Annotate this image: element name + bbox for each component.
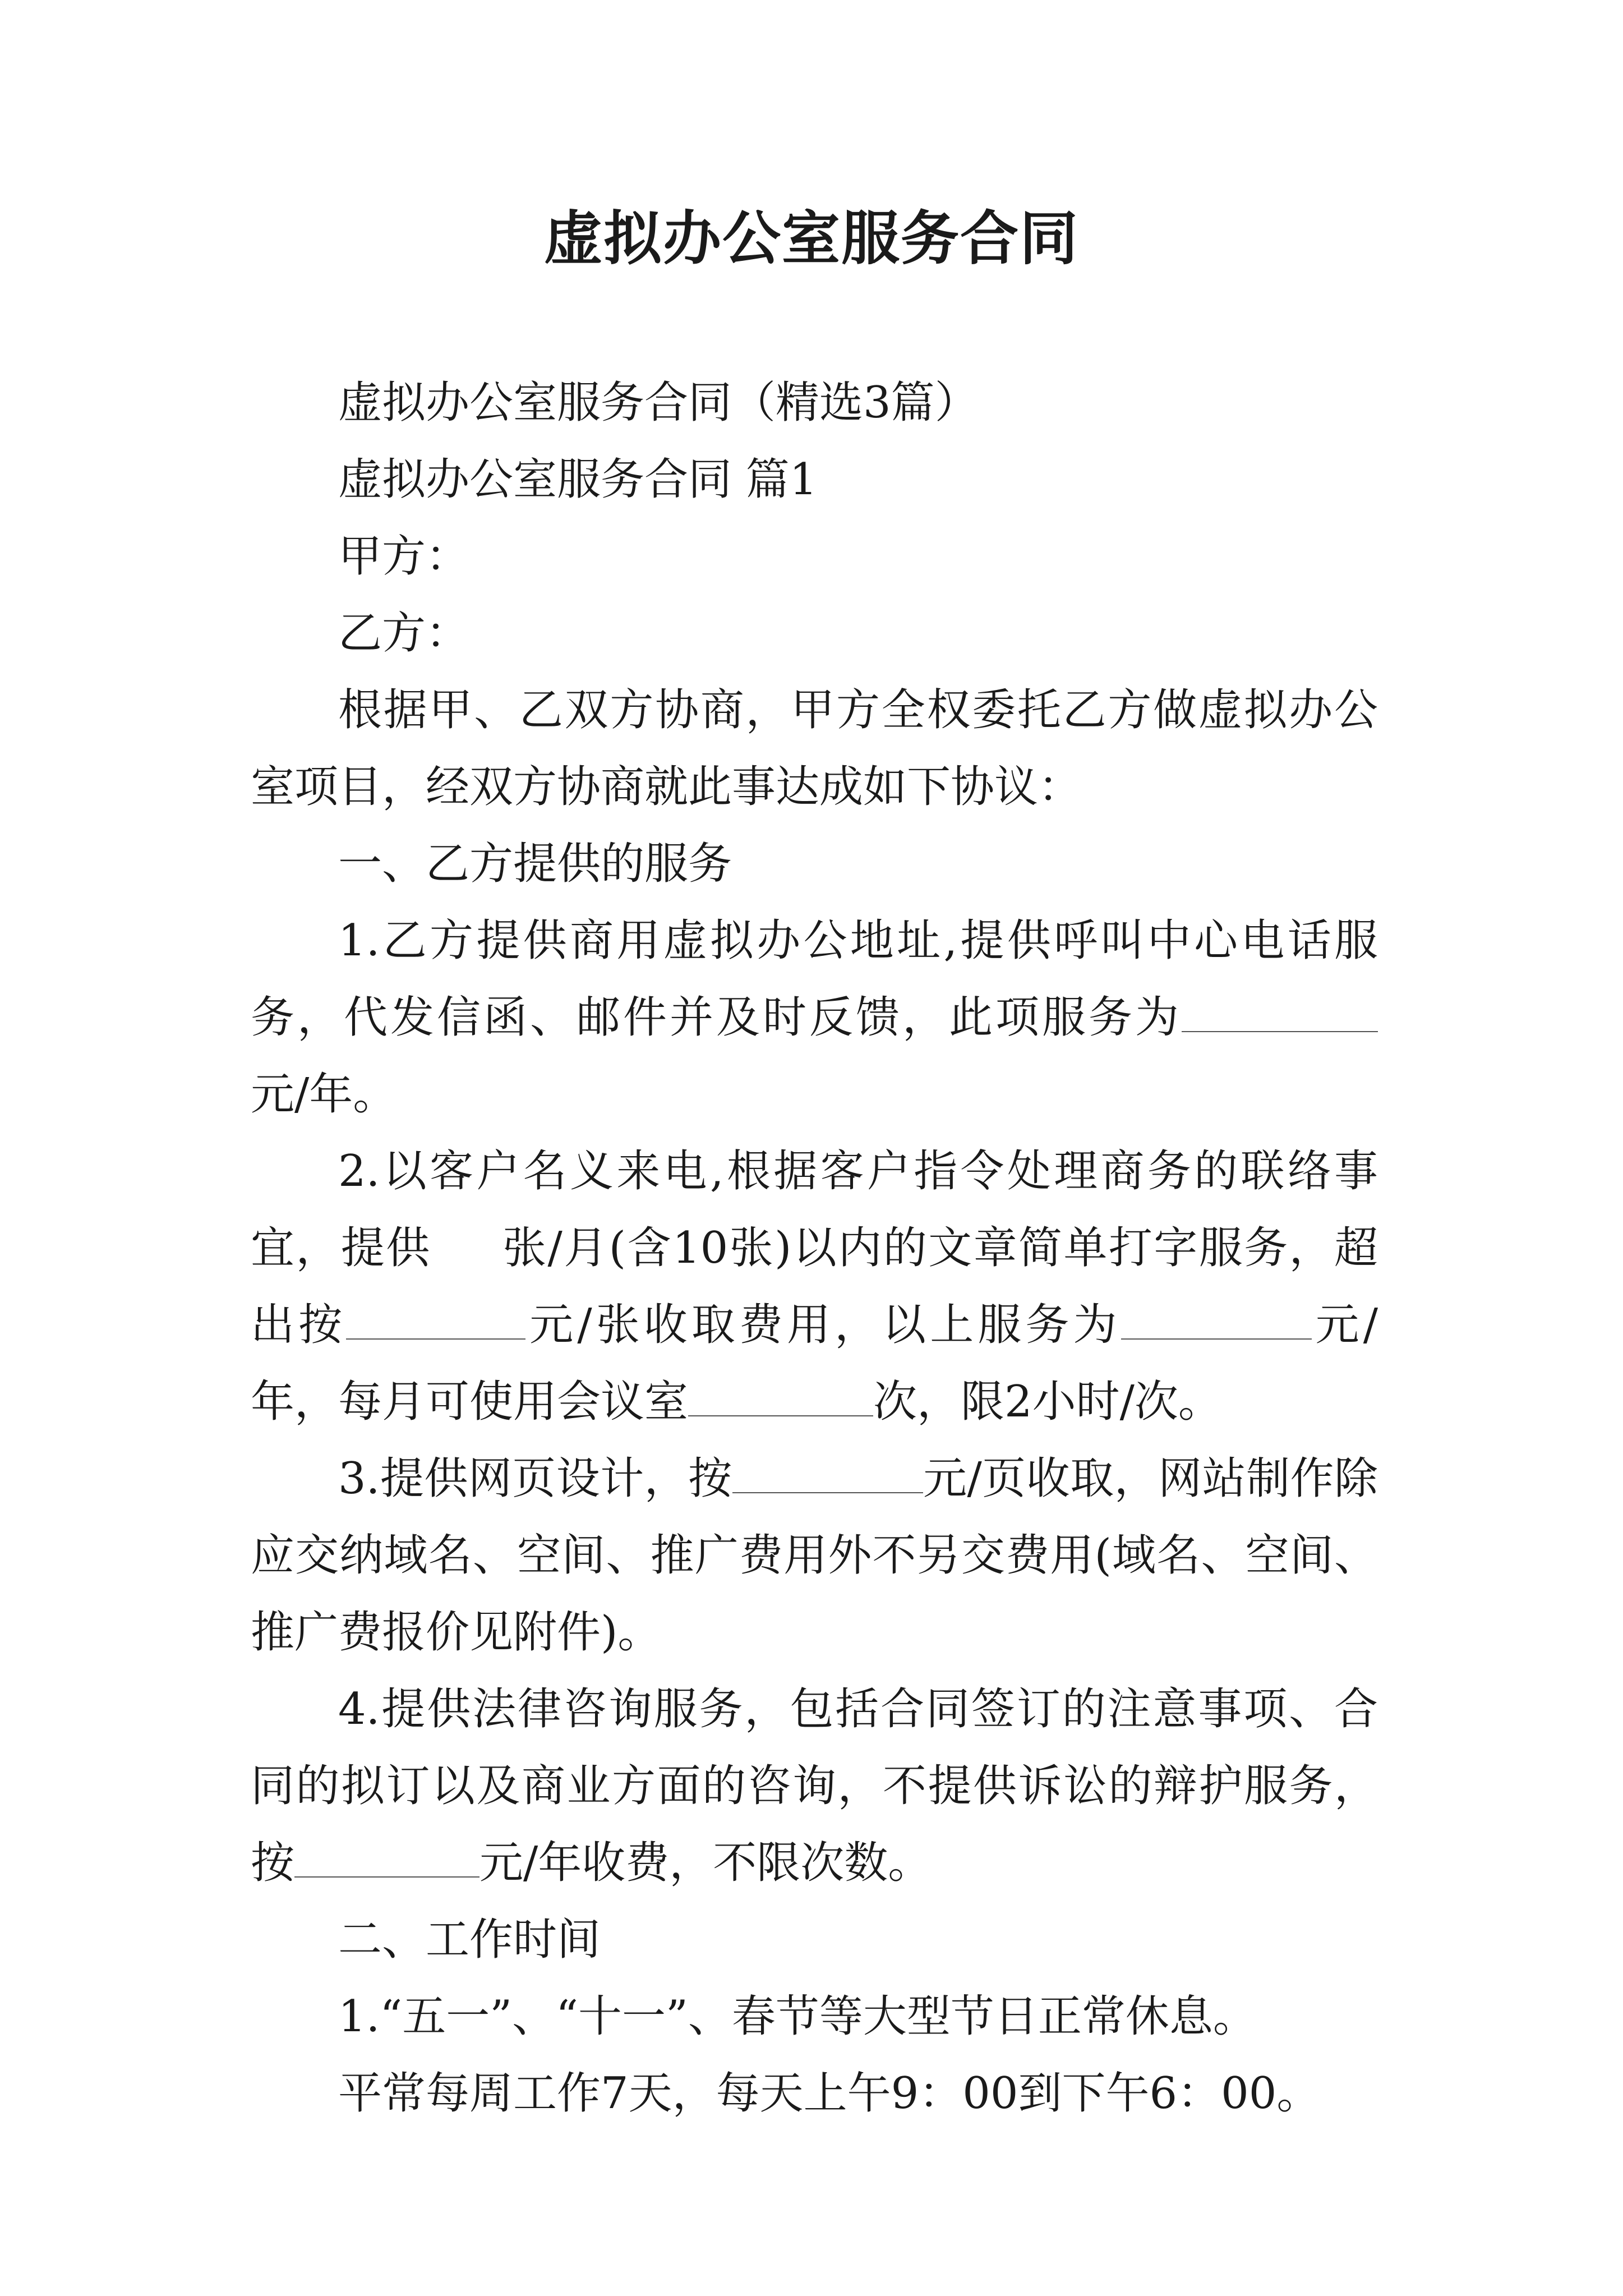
service-2-text-1: 2.以客户名义来电,根据客户指令处理商务的联络事宜，提供 — [251, 1146, 1378, 1273]
fill-blank-annual-fee — [1182, 992, 1378, 1032]
fill-blank-per-sheet-fee — [346, 1299, 525, 1340]
service-2-text-3: 元/张收取费用，以上服务为 — [525, 1300, 1121, 1350]
service-3-text: 3.提供网页设计，按 — [338, 1453, 732, 1504]
service-4-rest: 元/年收费，不限次数。 — [479, 1838, 932, 1888]
service-4-paragraph — [251, 1671, 1378, 1902]
fill-blank-meeting-room-count — [688, 1376, 873, 1416]
service-3-paragraph — [251, 1441, 1378, 1671]
section-heading: 虚拟办公室服务合同 篇1 — [338, 454, 818, 505]
services-heading: 一、乙方提供的服务 — [338, 839, 732, 889]
fill-blank-per-page-fee — [732, 1453, 923, 1493]
subtitle-line: 虚拟办公室服务合同（精选3篇） — [338, 378, 979, 428]
service-2-text-5: 次，限2小时/次。 — [873, 1377, 1222, 1427]
service-1-unit: 元/年。 — [251, 1069, 397, 1120]
service-2-text-4: 元/年，每月可使用会议室 — [251, 1300, 1378, 1427]
document-body — [251, 365, 1378, 2132]
service-1-text: 1.乙方提供商用虚拟办公地址,提供呼叫中心电话服务，代发信函、邮件并及时反馈，此项服务为 — [251, 915, 1378, 1043]
service-2-paragraph — [251, 1133, 1378, 1441]
fill-blank-legal-annual-fee — [294, 1837, 479, 1878]
work-time-weekly: 平常每周工作7天，每天上午9：00到下午6：00。 — [338, 2068, 1321, 2119]
service-2-text-2: 张/月(含10张)以内的文章简单打字服务，超出按 — [251, 1223, 1378, 1350]
fill-blank-service-annual-fee — [1121, 1299, 1312, 1340]
party-a-line: 甲方： — [338, 531, 470, 582]
work-time-heading: 二、工作时间 — [338, 1915, 601, 1965]
service-3-rest: 元/页收取，网站制作除应交纳域名、空间、推广费用外不另交费用(域名、空间、推广费报价见附件)。 — [251, 1453, 1378, 1658]
work-time-holidays: 1.“五一”、“十一”、春节等大型节日正常休息。 — [338, 1991, 1257, 2042]
document-title: 虚拟办公室服务合同 — [543, 204, 1079, 273]
service-1-paragraph — [251, 903, 1378, 1133]
service-4-text: 4.提供法律咨询服务，包括合同签订的注意事项、合同的拟订以及商业方面的咨询，不提供诉讼的辩护服务，按 — [251, 1684, 1378, 1888]
intro-paragraph: 根据甲、乙双方协商，甲方全权委托乙方做虚拟办公室项目，经双方协商就此事达成如下协议： — [251, 685, 1378, 812]
party-b-line: 乙方： — [338, 608, 470, 659]
